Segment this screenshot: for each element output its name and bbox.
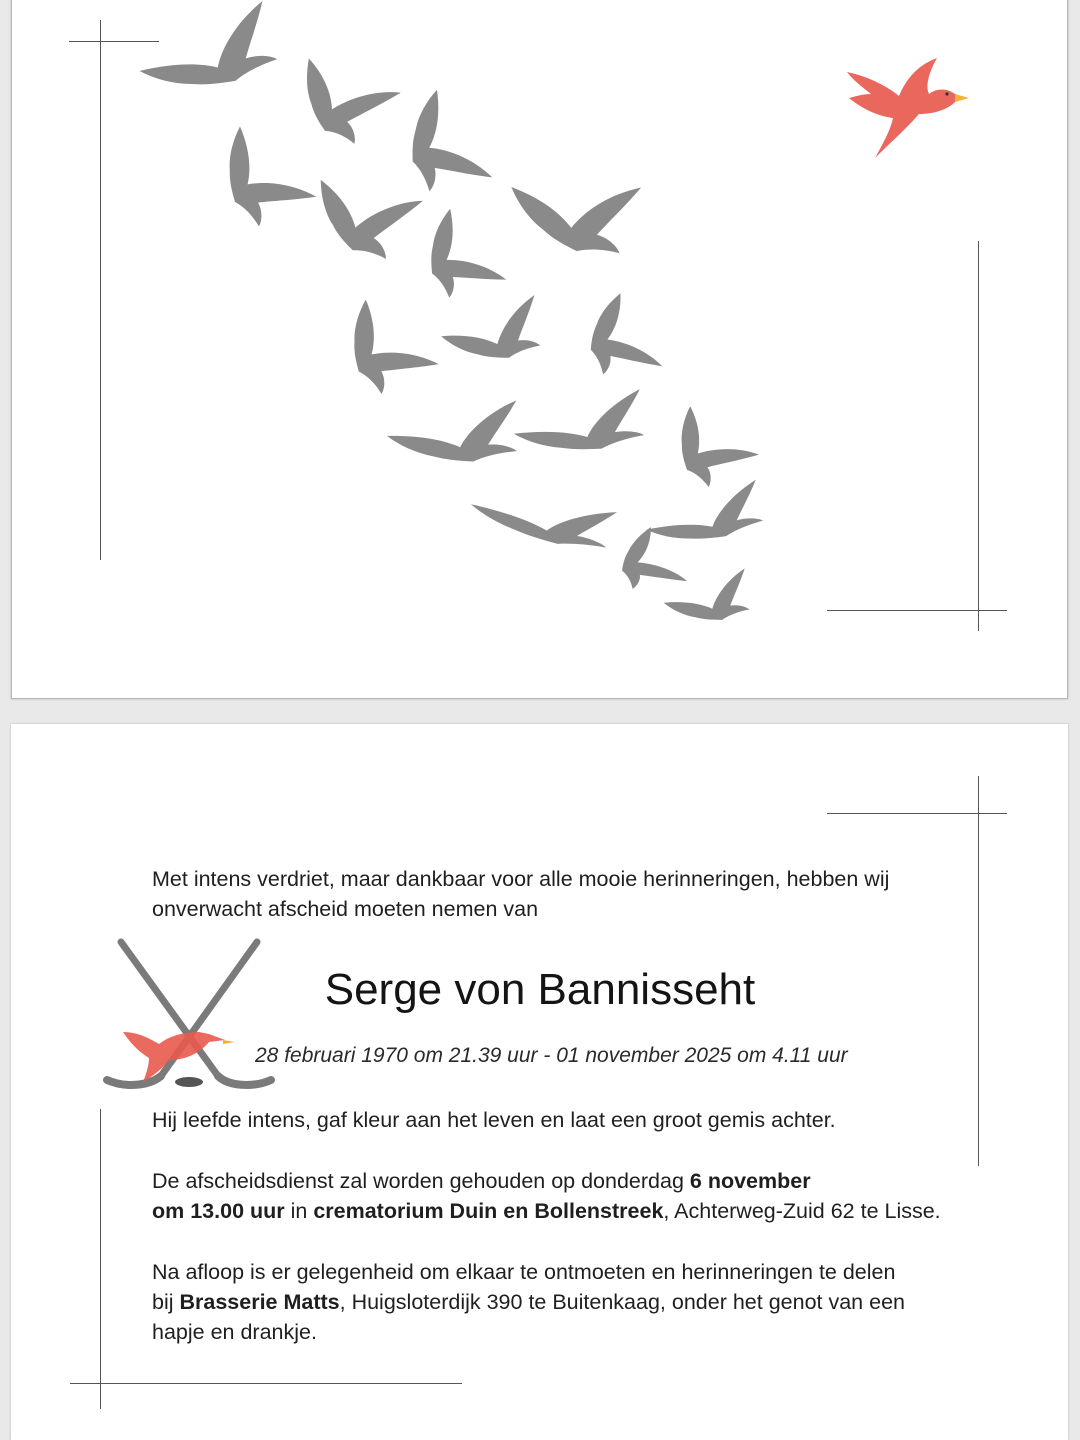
service-time: om 13.00 uur — [152, 1199, 285, 1223]
service-venue: crematorium Duin en Bollenstreek — [313, 1199, 664, 1223]
grey-bird — [396, 82, 492, 196]
service-text — [152, 1166, 952, 1226]
grey-bird — [658, 390, 759, 494]
reception-address: , Huigsloterdijk 390 te Buitenkaag, onder het genot van een — [339, 1290, 905, 1314]
grey-bird — [131, 1, 284, 108]
reception-line-1: Na afloop is er gelegenheid om elkaar te ontmoeten en herinneringen te delen — [152, 1260, 896, 1284]
grey-bird — [510, 389, 649, 463]
service-in: in — [284, 1199, 314, 1223]
intro-line-2: onverwacht afscheid moeten nemen van — [152, 897, 539, 921]
flock-of-birds-icon — [12, 0, 1069, 700]
grey-bird — [500, 155, 641, 263]
card-front — [11, 0, 1068, 699]
grey-bird — [385, 400, 521, 468]
reception-venue: Brasserie Matts — [179, 1290, 340, 1314]
service-address: , Achterweg-Zuid 62 te Lisse. — [663, 1199, 941, 1223]
grey-bird — [204, 111, 317, 233]
service-line-1 — [152, 1166, 952, 1196]
tribute-text — [152, 1105, 952, 1135]
deceased-name: Serge von Bannisseht — [324, 965, 756, 1014]
red-bird-icon — [847, 58, 969, 158]
grey-bird — [641, 480, 768, 556]
life-dates: 28 februari 1970 om 21.39 uur - 01 november 2025 om 4.11 uur — [255, 1044, 848, 1067]
grey-bird — [413, 199, 506, 303]
reception-line-2 — [152, 1287, 952, 1317]
intro-text — [152, 864, 952, 924]
reception-line-3: hapje en drankje. — [152, 1320, 317, 1344]
grey-bird — [298, 151, 423, 268]
service-line-2 — [152, 1196, 952, 1226]
card-back — [11, 724, 1068, 1440]
tribute-line: Hij leefde intens, gaf kleur aan het leven en laat een groot gemis achter. — [152, 1108, 836, 1132]
intro-line-1: Met intens verdriet, maar dankbaar voor alle mooie herinneringen, hebben wij — [152, 867, 890, 891]
grey-bird — [582, 288, 662, 378]
grey-bird — [329, 284, 438, 400]
grey-bird — [280, 33, 401, 152]
grey-birds — [131, 1, 768, 629]
corner-line-bottom-left-h — [70, 1383, 462, 1384]
corner-line-top-right-v — [978, 776, 979, 1166]
grey-bird — [467, 487, 617, 553]
service-day: 6 november — [689, 1169, 811, 1193]
service-intro: De afscheidsdienst zal worden gehouden op donderdag — [152, 1169, 690, 1193]
corner-line-bottom-left-v — [100, 1109, 101, 1409]
reception-bij: bij — [152, 1290, 180, 1314]
reception-text — [152, 1257, 952, 1347]
corner-line-top-right-h — [827, 813, 1007, 814]
grey-bird — [437, 295, 544, 369]
